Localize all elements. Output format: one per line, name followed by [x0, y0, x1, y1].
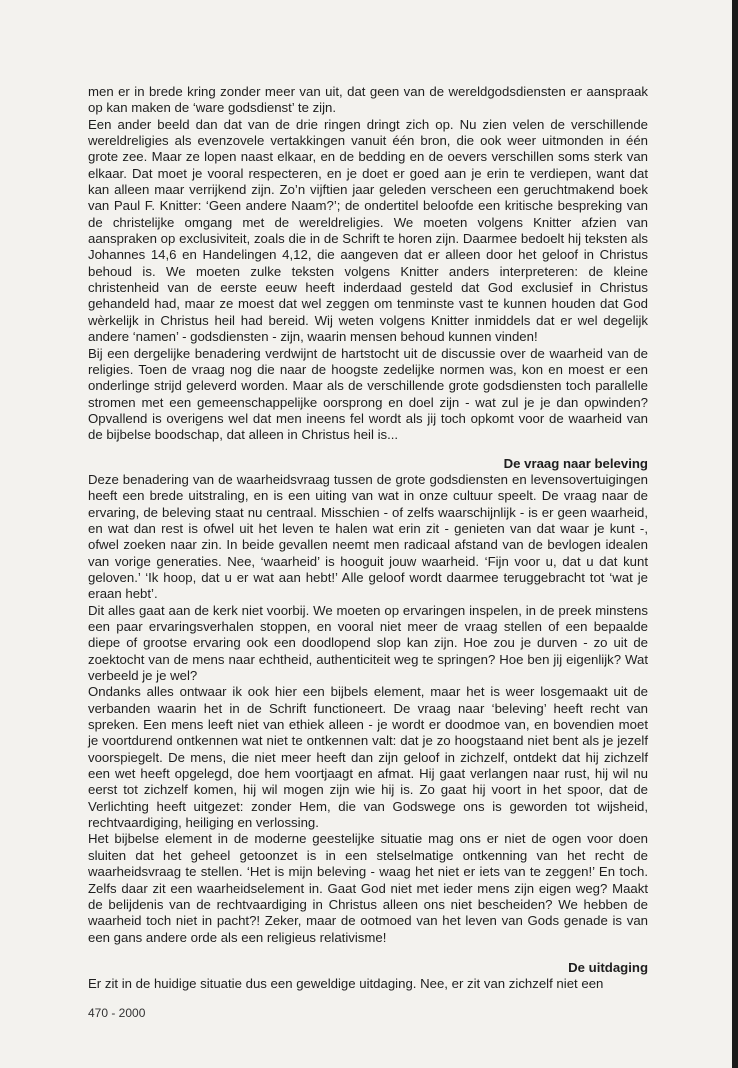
paragraph: Dit alles gaat aan de kerk niet voorbij. We moeten op ervaringen inspelen, in de preek minstens een paar ervaringsverhalen stoppen, en vooral niet meer de vraag stellen of een bepaalde diepe of grootse ervaring ook een doodlopend slop kan zijn. Hoe zou je durven - zo uit de zoektocht van de mens naar echtheid, authenticiteit weg te springen? Hoe ben jij eigenlijk? Wat verbeeld je je wel? — [88, 602, 648, 684]
page-number: 470 - 2000 — [88, 1006, 146, 1020]
paragraph: Het bijbelse element in de moderne geestelijke situatie mag ons er niet de ogen voor doen sluiten dat het geheel getoonzet is in een stelselmatige ontkenning van het recht de waarheidsvraag te stellen. ‘Het is mijn beleving - waag het niet er iets van te zeggen!’ En toch. Zelfs daar zit een waarheidselement in. Gaat God niet met ieder mens zijn eigen weg? Maakt de belijdenis van de rechtvaardiging in Christus alleen ons niet bescheiden? We hebben de waarheid toch niet in pacht?! Zeker, maar de ootmoed van het leven van Gods genade is van een gans andere orde als een religieus relativisme! — [88, 831, 648, 945]
paragraph: Er zit in de huidige situatie dus een geweldige uitdaging. Nee, er zit van zichzelf niet een — [88, 976, 604, 992]
paragraph: Bij een dergelijke benadering verdwijnt de hartstocht uit de discussie over de waarheid van de religies. Toen de vraag nog die naar de hoogste zedelijke normen was, kon en moest er een onderlinge strijd geleverd worden. Maar als de verschillende grote godsdiensten toch parallelle stromen met een gemeenschappelijke oorsprong en doel zijn - wat zul je je dan opwinden? Opvallend is overigens wel dat men ineens fel wordt als jij toch opkomt voor de waarheid van de bijbelse boodschap, dat alleen in Christus heil is... — [88, 345, 648, 443]
page-edge-shadow — [732, 0, 738, 1068]
section-heading: De uitdaging — [568, 959, 648, 975]
paragraph: Ondanks alles ontwaar ik ook hier een bijbels element, maar het is weer losgemaakt uit de verbanden waarin het in de Schrift functioneert. De vraag naar ‘beleving’ heeft recht van spreken. Een mens leeft niet van ethiek alleen - je wordt er doodmoe van, en bovendien moet je voortdurend ontkennen wat niet te ontkennen valt: dat je zo hoogstaand niet bent als je jezelf voorspiegelt. De mens, die niet meer heeft dan zijn geloof in zichzelf, ontdekt dat hij zichzelf een wet heeft opgelegd, doe hem voortjaagt en afmat. Hij gaat verlangen naar rust, hij wil nu eerst tot zichzelf komen, hij wil mogen zijn wie hij is. Zo gaat hij voort in het spoor, dat de Verlichting heeft uitgezet: zonder Hem, die van Godswege ons is geworden tot wijsheid, rechtvaardiging, heiliging en verlossing. — [88, 684, 648, 831]
page-body — [88, 84, 648, 993]
paragraph: men er in brede kring zonder meer van uit, dat geen van de wereldgodsdiensten er aanspraak op kan maken de ‘ware godsdienst’ te zijn. — [88, 84, 648, 116]
section-heading: De vraag naar beleving — [503, 455, 648, 471]
paragraph: Deze benadering van de waarheidsvraag tussen de grote godsdiensten en levensovertuigingen heeft een brede uitstraling, en is een uiting van wat in onze cultuur speelt. De vraag naar de ervaring, de beleving staat nu centraal. Misschien - of zelfs waarschijnlijk - is er geen waarheid, en wat dan rest is ofwel uit het leven te halen wat erin zit - genieten van dat waar je kunt -, ofwel zoeken naar zin. In beide gevallen neemt men radicaal afstand van de bevlogen idealen van vorige generaties. Nee, ‘waarheid’ is hooguit jouw waarheid. ‘Fijn voor u, dat u dat kunt geloven.’ ‘Ik hoop, dat u er wat aan hebt!’ Alle geloof wordt daarmee teruggebracht tot ‘wat je eraan hebt’. — [88, 471, 648, 602]
paragraph: Een ander beeld dan dat van de drie ringen dringt zich op. Nu zien velen de verschillende wereldreligies als evenzovele vertakkingen vanuit één bron, die ook weer uitmonden in één grote zee. Maar ze lopen naast elkaar, en de bedding en de oevers verschillen soms sterk van elkaar. Dat moet je vooral respecteren, en je doet er goed aan je erin te verdiepen, want dat kan alleen maar verrijkend zijn. Zo’n vijftien jaar geleden verscheen een geruchtmakend boek van Paul F. Knitter: ‘Geen andere Naam?’; de ondertitel beloofde een kritische bespreking van de christelijke omgang met de wereldreligies. We moeten volgens Knitter afzien van aanspraken op exclusiviteit, zoals die in de Schrift te horen zijn. Daarmee bedoelt hij teksten als Johannes 14,6 en Handelingen 4,12, die aangeven dat er alleen door het geloof in Christus behoud is. We moeten zulke teksten volgens Knitter anders interpreteren: de kleine christenheid van de eerste eeuw heeft inderdaad gesteld dat God exclusief in Christus gehandeld had, maar ze moest dat wel zeggen om tenminste vast te kunnen houden dat God wèrkelijk in Christus heil had bereid. Wij weten volgens Knitter inmiddels dat er wel degelijk andere ‘namen’ - godsdiensten - zijn, waarin mensen behoud kunnen vinden! — [88, 116, 648, 345]
